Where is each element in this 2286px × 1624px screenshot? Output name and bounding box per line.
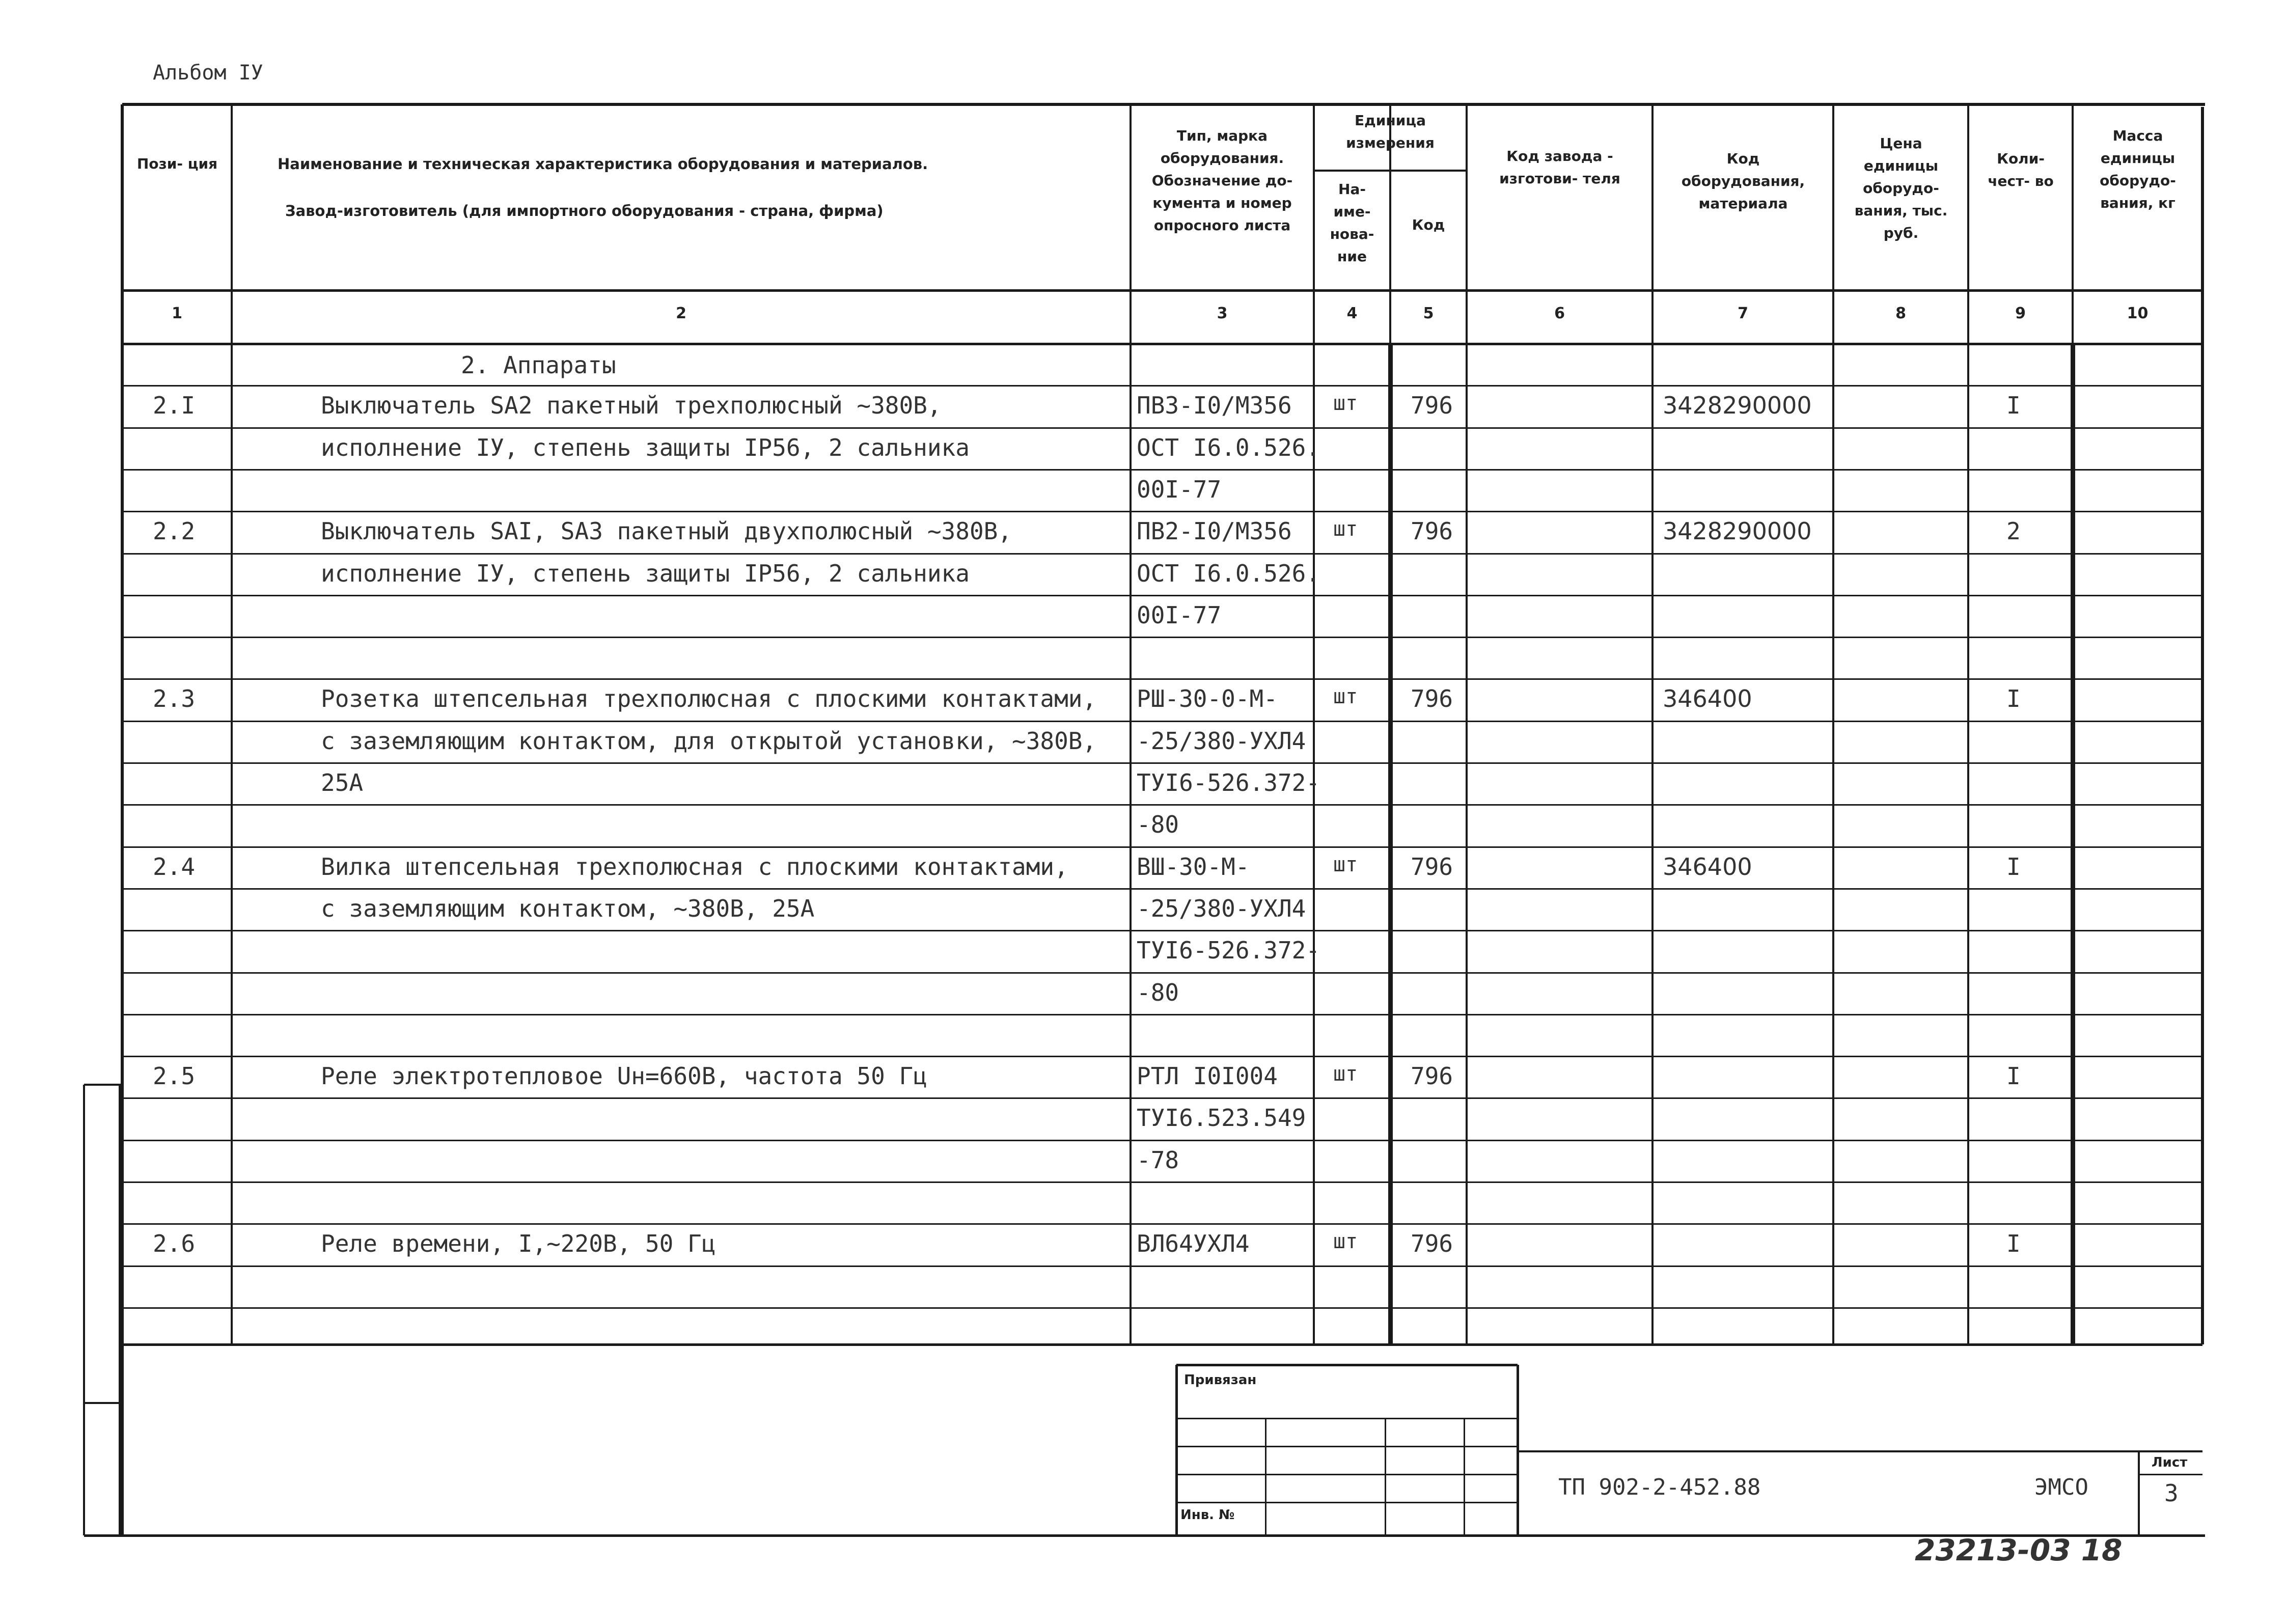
table-rule <box>1313 104 1315 1344</box>
row-type: -25/380-УХЛ4 <box>1137 895 1306 922</box>
doc-code: ТП 902-2-452.88 <box>1558 1474 1761 1500</box>
row-qty: I <box>2006 1062 2021 1090</box>
table-rule <box>1176 1446 1518 1447</box>
row-type: ВЛ64УХЛ4 <box>1137 1230 1250 1257</box>
row-type: РТЛ I0I004 <box>1137 1062 1278 1090</box>
sheet-number: 3 <box>2164 1479 2179 1507</box>
row-type: 00I-77 <box>1137 601 1222 629</box>
row-position: 2.6 <box>153 1230 196 1257</box>
column-number: 3 <box>1217 305 1228 322</box>
column-number: 7 <box>1738 305 1748 322</box>
row-name: Выключатель SAI, SA3 пакетный двухполюсный ~380В, <box>321 517 1012 545</box>
table-rule <box>122 343 2202 345</box>
table-rule <box>1518 1450 2202 1452</box>
table-rule <box>1265 1418 1266 1535</box>
row-position: 2.I <box>153 392 196 419</box>
row-type: ПВЗ-I0/М356 <box>1137 392 1292 419</box>
row-qty: I <box>2006 392 2021 419</box>
table-rule <box>122 553 2202 555</box>
table-rule <box>122 1014 2202 1015</box>
row-code: 346400 <box>1663 853 1752 880</box>
unit-code-header: Код <box>1412 216 1445 233</box>
row-type: ТУI6-526.372- <box>1137 937 1320 964</box>
table-rule <box>122 427 2202 429</box>
column-number: 9 <box>2015 305 2026 322</box>
table-rule <box>122 1097 2202 1099</box>
table-rule <box>2071 344 2075 1344</box>
row-name: исполнение IУ, степень защиты IP56, 2 сальника <box>321 560 970 587</box>
table-rule <box>122 469 2202 471</box>
table-rule <box>122 1056 2202 1057</box>
row-type: -80 <box>1137 811 1179 838</box>
table-rule <box>231 104 233 1344</box>
unit-group-header: Единица измерения <box>1346 112 1435 151</box>
table-rule <box>122 1140 2202 1141</box>
row-type: -25/380-УХЛ4 <box>1137 727 1306 755</box>
mass-header: Масса единицы оборудо- вания, кг <box>2100 127 2176 211</box>
row-type: ПВ2-I0/М356 <box>1137 517 1292 545</box>
privyazan-label: Привязан <box>1184 1372 1257 1388</box>
row-type: ОСТ I6.0.526. <box>1137 560 1320 587</box>
name-col-header: Наименование и техническая характеристика оборудования и материалов. <box>278 155 928 173</box>
row-type: -80 <box>1137 979 1179 1006</box>
row-type: ТУI6.523.549 <box>1137 1104 1306 1132</box>
unit-name-header: На- име- нова- ние <box>1330 181 1374 265</box>
column-number: 4 <box>1346 305 1358 322</box>
table-rule <box>83 1085 85 1535</box>
table-rule <box>84 1534 2205 1537</box>
row-unit-code: 796 <box>1411 685 1453 712</box>
row-unit-code: 796 <box>1411 853 1453 880</box>
row-type: ОСТ I6.0.526. <box>1137 434 1320 461</box>
table-rule <box>1466 104 1468 1344</box>
row-name: Реле электротепловое Uн=660В, частота 50 Гц <box>321 1062 927 1090</box>
row-qty: I <box>2006 853 2021 880</box>
row-unit-code: 796 <box>1411 517 1453 545</box>
table-rule <box>1175 1365 1178 1535</box>
material-code-header: Код оборудования, материала <box>1681 150 1805 212</box>
row-unit-code: 796 <box>1411 1062 1453 1090</box>
table-rule <box>122 678 2202 680</box>
row-position: 2.4 <box>153 853 196 880</box>
table-rule <box>122 1265 2202 1267</box>
column-number: 8 <box>1895 305 1906 322</box>
table-rule <box>1176 1474 1518 1475</box>
column-number: 1 <box>172 305 182 322</box>
row-code: 3428290000 <box>1663 517 1812 545</box>
row-code: 346400 <box>1663 685 1752 712</box>
handwritten-note: 23213-03 18 <box>1915 1533 2123 1567</box>
row-unit: шт <box>1333 853 1358 876</box>
column-number: 10 <box>2127 305 2149 322</box>
table-rule <box>122 846 2202 848</box>
table-rule <box>1176 1502 1518 1503</box>
row-unit-code: 796 <box>1411 392 1453 419</box>
row-type: -78 <box>1137 1146 1179 1174</box>
row-type: РШ-30-0-М- <box>1137 685 1278 712</box>
table-rule <box>1176 1364 1518 1366</box>
table-rule <box>122 289 2202 292</box>
row-name: исполнение IУ, степень защиты IP56, 2 сальника <box>321 434 970 461</box>
sheet-label: Лист <box>2152 1455 2188 1470</box>
table-rule <box>1130 104 1132 1344</box>
table-rule <box>1967 104 1969 1344</box>
row-code: 3428290000 <box>1663 392 1812 419</box>
column-number: 5 <box>1423 305 1434 322</box>
table-rule <box>122 888 2202 890</box>
table-rule <box>122 595 2202 596</box>
table-rule <box>1832 104 1834 1344</box>
table-rule <box>122 103 2205 106</box>
table-rule <box>1651 104 1654 1344</box>
type-col-header: Тип, марка оборудования. Обозначение до- кумента и номер опросного листа <box>1151 127 1293 234</box>
row-name: Реле времени, I,~220В, 50 Гц <box>321 1230 716 1257</box>
row-unit: шт <box>1333 1230 1358 1253</box>
row-unit: шт <box>1333 1062 1358 1086</box>
row-type: ТУI6-526.372- <box>1137 769 1320 796</box>
table-rule <box>122 1307 2202 1309</box>
table-rule <box>122 637 2202 638</box>
qty-header: Коли- чест- во <box>1988 150 2054 189</box>
table-rule <box>122 930 2202 931</box>
table-rule <box>1388 344 1393 1344</box>
row-unit: шт <box>1333 685 1358 708</box>
row-position: 2.3 <box>153 685 196 712</box>
table-rule <box>2139 1474 2202 1475</box>
row-unit-code: 796 <box>1411 1230 1453 1257</box>
section-title: 2. Аппараты <box>461 351 616 379</box>
row-qty: I <box>2006 685 2021 712</box>
row-type: ВШ-30-М- <box>1137 853 1250 880</box>
row-name: с заземляющим контактом, ~380В, 25А <box>321 895 815 922</box>
table-rule <box>1464 1418 1465 1535</box>
row-unit: шт <box>1333 392 1358 415</box>
row-name: с заземляющим контактом, для открытой установки, ~380В, <box>321 727 1097 755</box>
table-rule <box>1385 1418 1386 1535</box>
row-position: 2.5 <box>153 1062 196 1090</box>
row-name: Розетка штепсельная трехполюсная с плоскими контактами, <box>321 685 1097 712</box>
row-position: 2.2 <box>153 517 196 545</box>
row-qty: I <box>2006 1230 2021 1257</box>
doc-suffix: ЭМСО <box>2034 1474 2088 1500</box>
album-label: Альбом IУ <box>153 61 263 85</box>
table-rule <box>2201 107 2204 1344</box>
row-name: Выключатель SA2 пакетный трехполюсный ~380В, <box>321 392 942 419</box>
row-qty: 2 <box>2006 517 2021 545</box>
table-rule <box>1176 1418 1518 1419</box>
column-number: 6 <box>1554 305 1565 322</box>
table-rule <box>122 1223 2202 1225</box>
table-rule <box>84 1402 122 1404</box>
table-rule <box>122 721 2202 722</box>
factory-code-header: Код завода - изготови- теля <box>1499 148 1620 187</box>
row-name: Вилка штепсельная трехполюсная с плоскими контактами, <box>321 853 1068 880</box>
row-name: 25А <box>321 769 364 796</box>
row-unit: шт <box>1333 517 1358 541</box>
column-number: 2 <box>676 305 686 322</box>
name-col-header-line2: Завод-изготовитель (для импортного оборудования - страна, фирма) <box>285 202 884 219</box>
table-rule <box>122 1181 2202 1183</box>
table-rule <box>122 1343 2202 1346</box>
table-rule <box>2138 1451 2140 1535</box>
table-rule <box>122 511 2202 512</box>
price-header: Цена единицы оборудо- вания, тыс. руб. <box>1854 135 1948 241</box>
table-rule <box>122 972 2202 974</box>
table-rule <box>119 1085 121 1535</box>
table-rule <box>122 762 2202 764</box>
table-rule <box>1389 171 1391 290</box>
pos-col-header: Пози- ция <box>136 155 218 172</box>
row-type: 00I-77 <box>1137 476 1222 503</box>
inv-no-label: Инв. № <box>1180 1507 1235 1523</box>
table-rule <box>84 1084 122 1086</box>
table-rule <box>122 385 2202 387</box>
table-rule <box>122 804 2202 806</box>
